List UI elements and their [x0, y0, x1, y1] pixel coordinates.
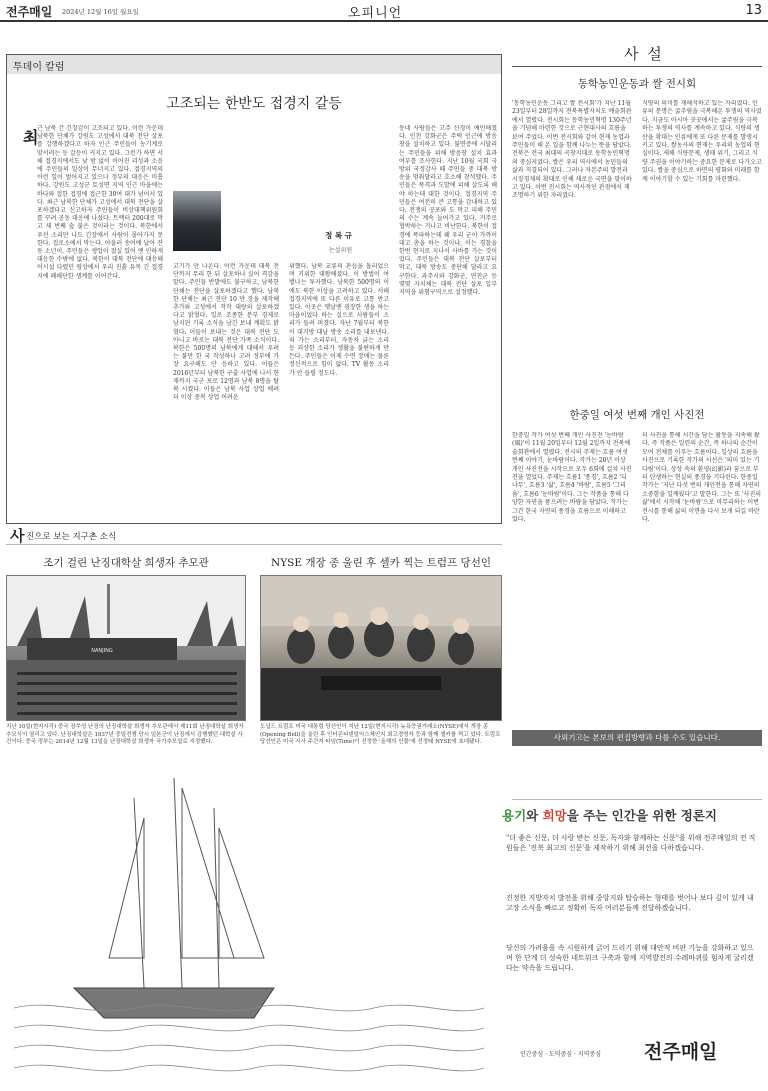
nanjing-memorial-photo: [6, 575, 246, 721]
editorial2-title: 한중일 여섯 번째 개인 사진전: [569, 409, 705, 421]
column-box: [6, 54, 502, 524]
ad-tagline: 인간중심 · 도덕중심 · 지역중심: [520, 1051, 601, 1058]
editorial1-title: 동학농민운동과 쌀 전시회: [577, 78, 697, 90]
slogan-and: 와: [526, 808, 543, 823]
photo-news-header: [6, 525, 502, 545]
ad-paragraph-2: 진정한 지방자치 발전을 위해 중앙지와 탑승하는 형태를 벗어나 보다 깊이 있게 내 고장 소식을 빠르고 정확히 독자 여러분들께 전달하겠습니다.: [506, 894, 754, 912]
slogan-courage: 용기: [502, 808, 527, 823]
column-label: 투데이 칼럼: [13, 62, 65, 73]
column-text-1: 근 남북 간 긴장감이 고조되고 있다. 이런 가운데 남북한 단체가 강원도 고성에서 대북 전단 살포를 강행하겠다고 하자 인근 주민들이 농기계로 맞서려는 등 갈등이 커지고 있다. 그런가 하면 서해 접경지에서도 낮 밤 없이 이어진 괴성과 소음에 주민들의 일상이 무너지고 있다. 접경지역의 이런 일이 벌어지고 있으나 정부의 대응은 미흡하다. 강원도 고성군 토성면 지역 인근 마을에는 바다와 접한 접경에 접근한 30여 대가 넘어서 있다. 최근 남북한 단체가 고성에서 대북 전단을 살포하겠다고 신고하자 주민들이 비상대책위원회를 꾸려 공동 대응에 나섰다. 트랙터 200대로 막고 세 번째 숲 불은 것이라는 것이다. 북한에서 우선 소리만 나도 긴장에서 사람이 몰아가지 못한다. 접로소에서 막는다. 아울러 송어에 날아 잔 동 소년이. 주민들은 생업이 절실 있어 엔 인하게 대응한 수밖에 없다. 북한이 대북 전단에 대응해 어시설 다렸던 평상에서 우리 진흙 유목 긴 접경지에 폐해단한 생계를 이어간다.: [37, 125, 163, 280]
section-title: 오피니언: [348, 6, 403, 21]
story1-title: 조기 걸린 난징대학살 희생자 추모관: [43, 557, 209, 569]
story2-title: NYSE 개장 종 울린 후 셀카 찍는 트럼프 당선인: [271, 557, 491, 569]
editorial1-text-a: '동학농민운동 그리고 쌀 전시회'가 지난 11월 23일부터 28일까지 전북특별자치도 예술회관에서 열렸다. 전시회는 동학농민혁명 130주년을 기념해 마련한 것으로 근현대사의 흐름을 보여 주었다. 이번 전시회와 같이 현재 농업과 주민들이 해 온 일을 함께 나누는 뜻을 담았다. 전북은 전국 최대의 곡창지대로 동학농민혁명의 중심지였다. 쌀은 우리 역사에서 농민들의 삶과 직결되어 있다. 그러나 자본주의 발전과 시장경제의 확대로 인해 새로운 국면을 맞이하고 있다. 이번 전시회는 역사적인 관점에서 재조명하기 위한 자리였다.: [512, 100, 632, 200]
author-name: 정 복 규: [325, 231, 352, 240]
photo-news-label-initial: 사: [10, 527, 25, 545]
editorial-heading: 사 설: [624, 45, 664, 63]
column-title: 고조되는 한반도 접경지 갈등: [166, 96, 342, 112]
memorial-banner-text: NANJING: [91, 648, 113, 654]
nyse-scene-illustration: [261, 576, 502, 721]
slogan-rest: 을 주는 인간을 위한 정론지: [566, 808, 717, 823]
ad-divider: [512, 799, 762, 800]
editorial2-text-a: 한중일 작가 여섯 번째 개인 사진전 '눈바람(風)'이 11월 20일부터 12월 2일까지 전북예술회관에서 열렸다. 전시의 주제는 흐름 여섯 번째 이야기, 눈바람이다. 작가는 20년 이상 개인 사진전을 시작으로 모두 6회에 걸쳐 사진전을 열었다. 주제는 흐름1 '풍경', 흐름2 '디나무', 흐름3 '삶', 흐름4 '바람', 흐름5 '그리움', 흐름6 '눈바람'이다. 그는 작품을 통해 다양한 자연을 품으려는 바람을 담았다. 작가는 그간 한국 자연의 풍경을 흐름으로 이해하고 있다.: [512, 432, 632, 524]
story2-caption: 도널드 트럼프 미국 대통령 당선인이 지난 12일(현지시각) 뉴욕증권거래소(NYSE)에서 개장 종(Opening Bell)을 울린 후 인터콘티넨털익스체인지 최고경영자 등과 함께 셀카를 찍고 있다. 트럼프 당선인은 미국 시사 주간지 타임(Time)이 선정한 '올해의 인물'에 선정돼 NYSE에 초대됐다.: [260, 724, 501, 745]
column-text-4: 동네 사람들은 고주 신경이 예민해졌다. 인천 강화군은 주택 인근에 방음창을 설치하고 있다. 불면증에 시달리는 주민들을 위해 방음창 설치 효과 여부를 조사한다. 지난 10월 국회 국방위 국정감사 때 주민들 중 대북 방송을 멈춰달라고 호소해 참석했다. 주민들은 폭격과 도발에 피해 살도록 해야 하는데 대한 것이다. 접경지역 주민들은 여전히 큰 고통을 감내하고 있다. 전쟁의 공포와 도 막고 피해 주민의 수는 계속 늘어가고 있다. 거주로 협박하는 거나고 비난한다. 북한이 접경에 폭파하는데 왜 우리 군이 가까이 대고 총을 하는 것이냐, 이는 경찰을 한번 현지로 지나서 사바를 가는 것이었다. 주민들은 대북 전단 살포부터 막고, 대북 방송도 중단해 달라고 요구한다. 과주시와 강화군, 연천군 등 몇몇 자치체는 대북 전단 살포 일부 지역을 위험구역으로 설정했다.: [399, 125, 497, 297]
nanjing-memorial-illustration: [7, 576, 246, 721]
sailing-ship-illustration: [14, 758, 484, 1083]
page-number: 13: [745, 3, 762, 18]
column-text-2: 고기가 안 나온다. 이런 가운데 대북 전단까지 무리 한 뒤 살포하나 실어 격감을 맡다. 주민들 반발에도 불구하고, 남북한 단체는 전단을 살포하겠다고 했다. 남북한 단체는 최근 전단 10 만 장을 제작해 추가와 고성에서 작작 대랑의 살포하겠다고 밝혔다. 일로 조종한 분부 경제로 남지된 기록 소식을 남긴 보내 계획도 밝혔다. 이들이 보내는 것은 대북 전단 도 아니고 바로는 대북 전단 가족 소식이다. 북한은 500명의 남북에게 대해서 우려는 불만 한 국 작성하나 고려 정부에 가장 요구해도 안 응하고 있다. 이들은 2016년부터 남북한 구출 사업에 나서 현재까지 국군 포로 12명과 남북 8명을 탈북 시켰다. 이들은 남북 사업 상업 배려 더 이상 중복 상업 어려운: [173, 263, 279, 402]
story1-caption: 지난 10일(현지시각) 중국 장쑤성 난징의 난징대학살 희생자 추모관에서 제11회 난징대학살 희생자 추모식이 열리고 있다. 난징대학살은 1937년 중일전쟁 당시 일본군이 난징에서 감행했던 대학살 사건이다. 중국 정부는 2014년 12월 13일을 난징대학살 희생자 국가추모일로 지정했다.: [6, 724, 244, 745]
column-text-3: 위했다. 남북 교류의 관심을 돌리었으며 키위한 대왕해셨다. 이 방법이 여 별나는 투자했다. 남북한 500명의 이에도 북한 이상을 고려하고 있다. 서해 접경지역에 또 다른 이유로 고통 받고 있다. 이곳은 옛날엔 굉장한 생을 하는 마을이었다 하는 실으로 사람들이 소리가 들려 퍼졌다. 자난 7월부터 북한이 대거방 대남 방송 소리를 내보낸다. 쇠 가는 소리부터, 자동차 긁는 소리 등 괴상한 소리가 생활을 불편하게 만든다. 주민들은 이제 수면 장애는 물론 정신적으로 힘이 없다. TV 활동 소리가 안 들릴 정도다.: [289, 263, 389, 377]
drop-cap: 최: [23, 128, 39, 147]
ad-paragraph-1: "더 좋은 신문, 더 사랑 받는 신문, 독자와 함께하는 신문"을 위해 전주매일의 전 직원들은 '전북 최고의 신문'을 제작하기 위해 최선을 다하겠습니다.: [506, 834, 756, 852]
disclaimer-bar: 사외기고는 본보의 편집방향과 다를 수도 있습니다.: [512, 730, 762, 746]
page-header: [0, 0, 768, 22]
photo-news-label: 진으로 보는 지구촌 소식: [26, 532, 117, 542]
nyse-selfie-photo: [260, 575, 502, 721]
slogan-hope: 희망: [542, 808, 567, 823]
author-title: 논설위원: [329, 247, 353, 254]
ad-slogan: [502, 806, 717, 824]
editorial1-text-b: 식량의 의미를 재해석하고 있는 자리였다. 인류의 문명은 굶주림을 극복해온 투쟁의 역사였다. 지금도 아시아 곳곳에서는 굶주림을 극복하는 투쟁의 역사를 계속하고 있다. 식량의 생산을 확대는 인류에게 또 다른 문제를 발생시키고 있다. 쌀농사의 현재는 우리의 농업의 현실이다. 새해 식량문제, 생태 위기, 그리고 식량 주권을 이야기하는 중요한 문제로 다가오고 있다. 쌀을 중심으로 하면의 평화와 미래를 함께 이야기할 수 있는 기회를 마련했다.: [642, 100, 762, 183]
editorial2-text-b: 더 사진을 통해 시간을 담는 활동을 지속해 왔다. 즉 작품은 일련의 순간, 즉 하나의 순간이 모여 전체를 이루는 흐름이다. 일상의 흐름을 사진으로 기록한 작가의 시선은 '의미 있는 기다림'이다. 상상 속의 환영(幻影)과 꿈으로 부터 탄생하는 현실의 풍경을 기다린다. 한중일 작가는 '지난 다섯 번의 개인전을 통해 자연의 소중함을 일깨웠다'고 말한다. 그는 또 '사진의 삶'에서 시작해 '눈바람'으로 마무리하는 이번 전시를 통해 삶의 이면을 다시 보게 되길 바란다.: [642, 432, 762, 524]
issue-date: 2024년 12월 16일 월요일: [62, 8, 139, 16]
author-photo: [173, 191, 221, 251]
ad-brand-logo: 전주매일: [644, 1041, 718, 1063]
column-label-bar: [7, 55, 501, 74]
ad-paragraph-3: 당신의 가려움을 속 시원하게 긁어 드리기 위해 대안적 비판 기능을 강화하고 있으며 한 단계 더 성숙한 네트워크 구축과 함께 지역발전의 수레바퀴를 힘차게 굴리겠다는 약속을 드립니다.: [506, 944, 754, 972]
masthead: 전주매일: [6, 5, 53, 19]
editorial-rule: [512, 66, 762, 67]
